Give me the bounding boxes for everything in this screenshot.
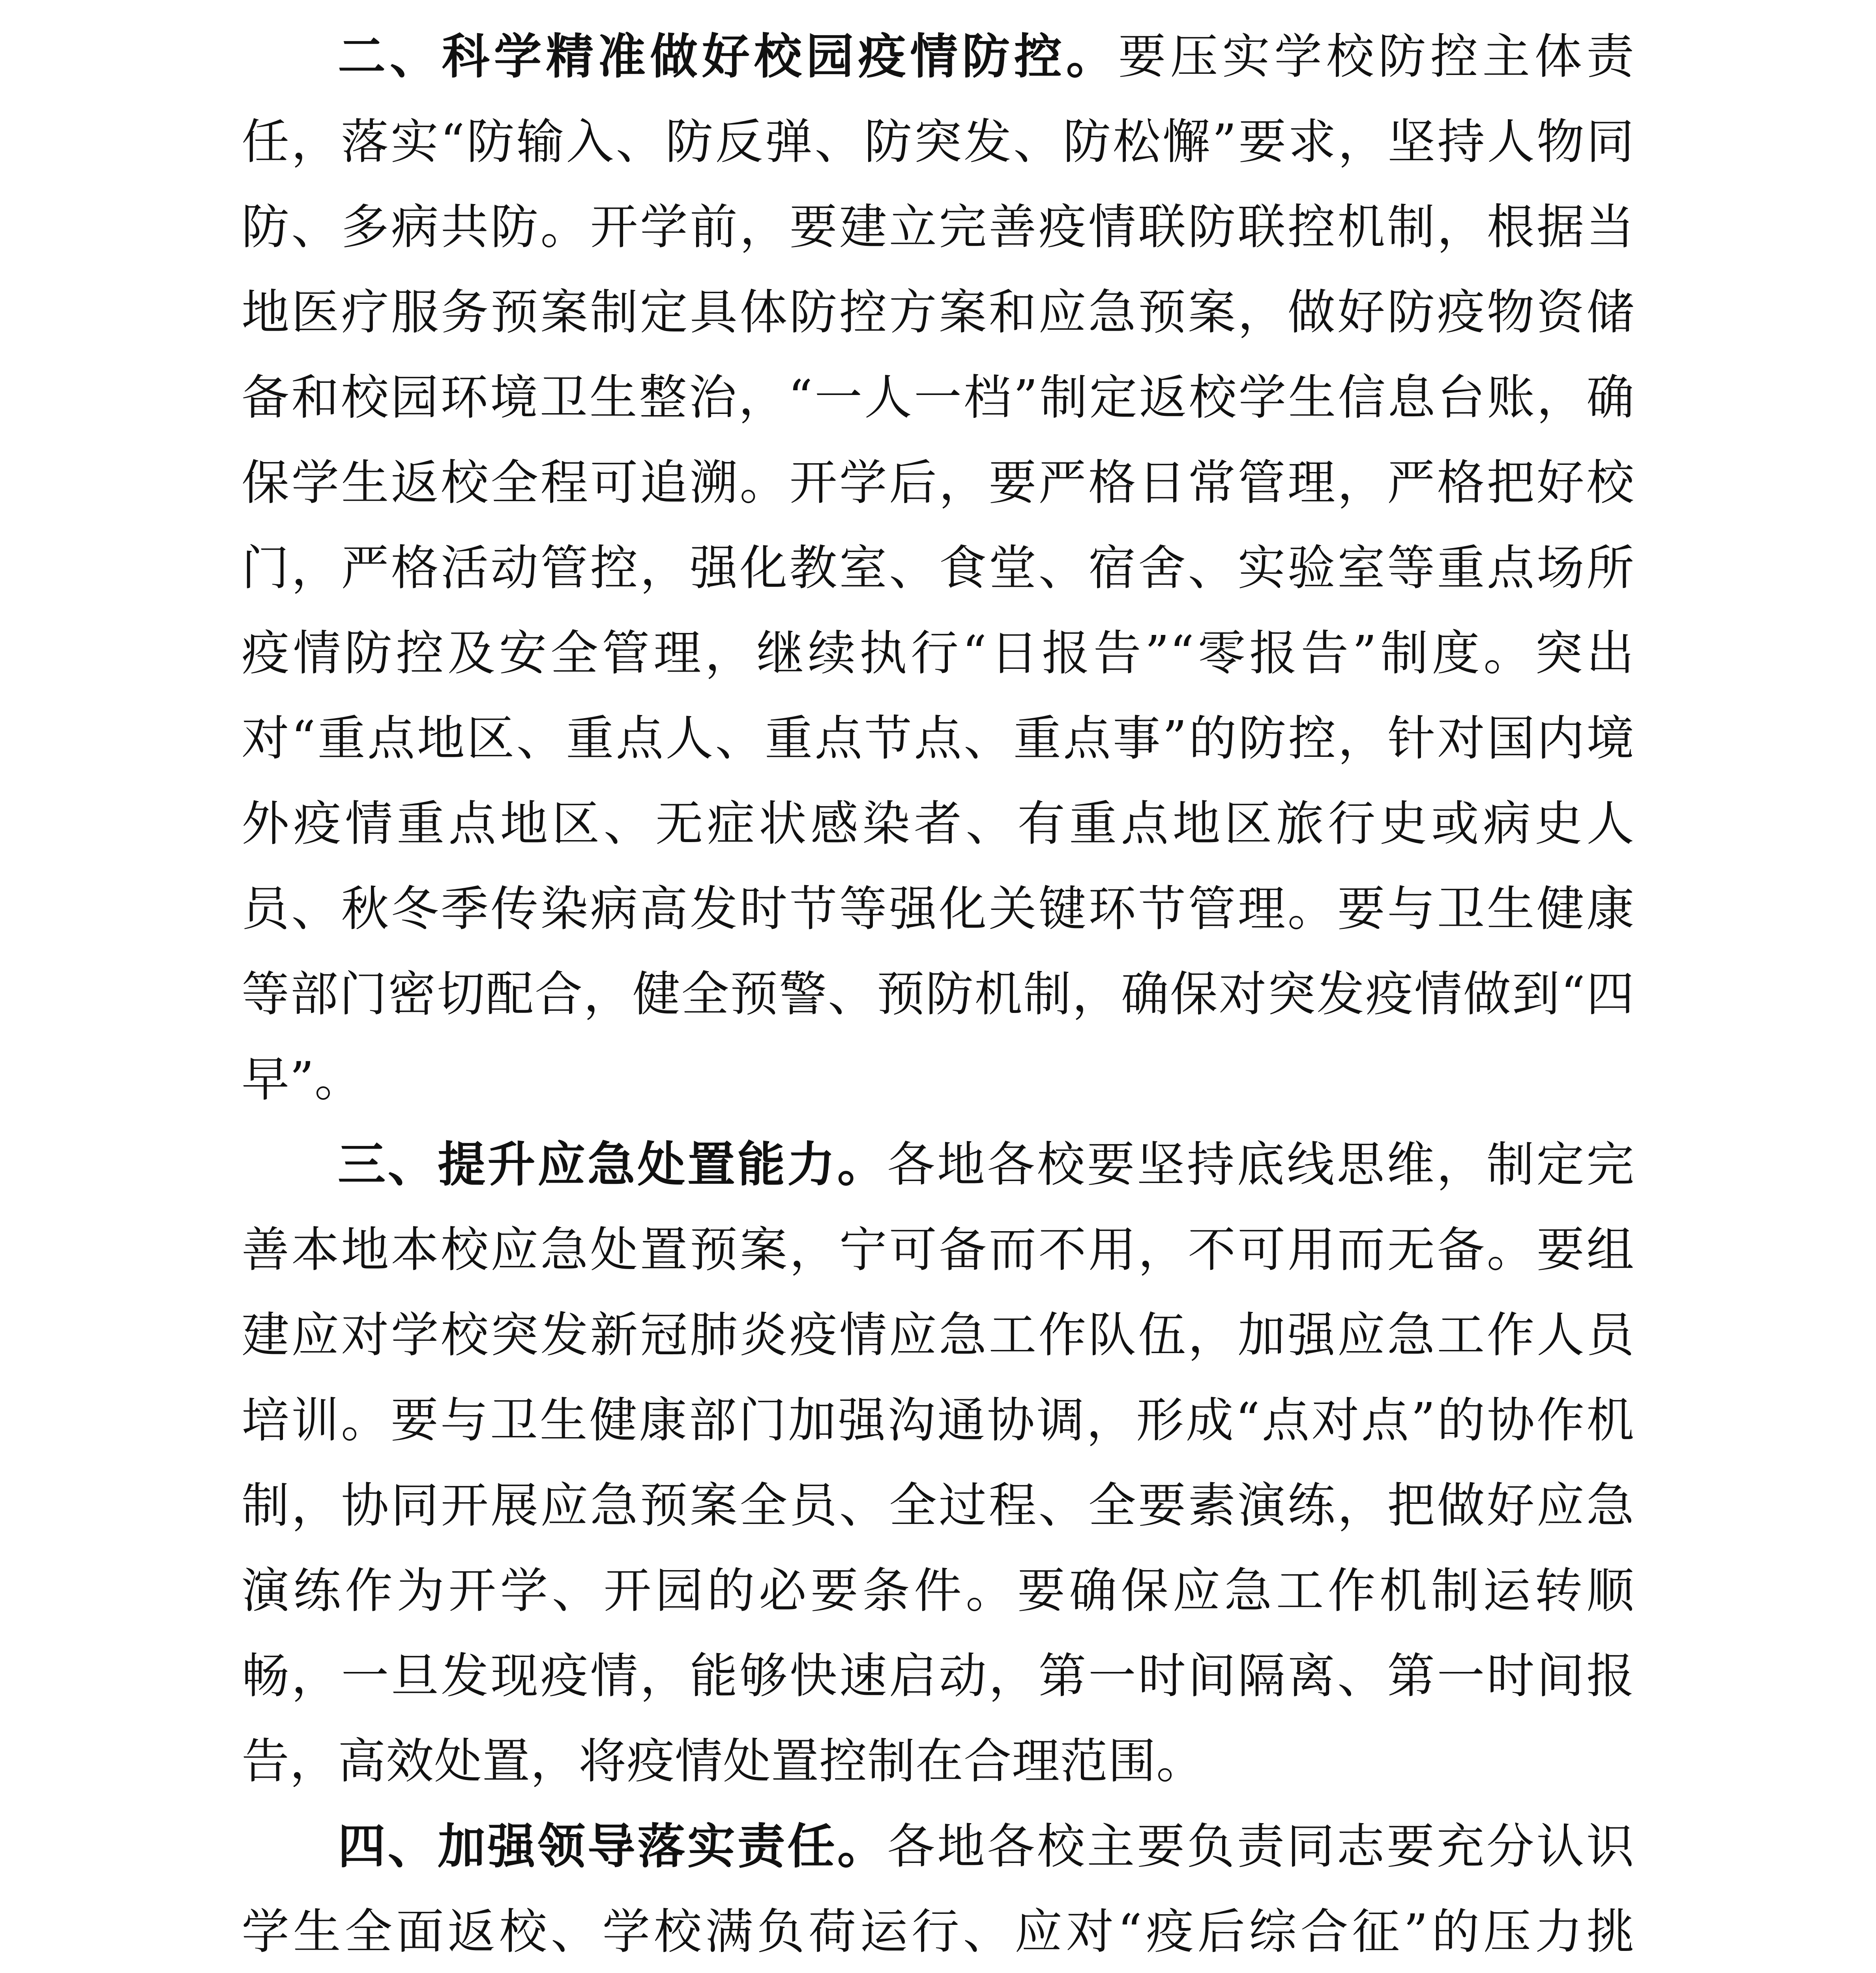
paragraph-body: 各地各校要坚持底线思维，制定完善本地本校应急处置预案，宁可备而不用，不可用而无备。要组建应对学校突发新冠肺炎疫情应急工作队伍，加强应急工作人员培训。要与卫生健康部门加强沟通协调，形成“点对点”的协作机制，协同开展应急预案全员、全过程、全要素演练，把做好应急演练作为开学、开园的必要条件。要确保应急工作机制运转顺畅，一旦发现疫情，能够快速启动，第一时间隔离、第一时间报告，高效处置，将疫情处置控制在合理范围。 [242,1137,1634,1789]
paragraph-body: 要压实学校防控主体责任，落实“防输入、防反弹、防突发、防松懈”要求，坚持人物同防、多病共防。开学前，要建立完善疫情联防联控机制，根据当地医疗服务预案制定具体防控方案和应急预案，做好防疫物资储备和校园环境卫生整治，“一人一档”制定返校学生信息台账，确保学生返校全程可追溯。开学后，要严格日常管理，严格把好校门，严格活动管控，强化教室、食堂、宿舍、实验室等重点场所疫情防控及安全管理，继续执行“日报告”“零报告”制度。突出对“重点地区、重点人、重点节点、重点事”的防控，针对国内境外疫情重点地区、无症状感染者、有重点地区旅行史或病史人员、秋冬季传染病高发时节等强化关键环节管理。要与卫生健康等部门密切配合，健全预警、预防机制，确保对突发疫情做到“四早”。 [242,29,1635,1107]
body-text [242,14,1634,1973]
section-heading: 三、提升应急处置能力。 [338,1137,887,1192]
paragraph-epidemic-control [242,14,1634,1122]
paragraph-body: 各地各校主要负责同志要充分认识学生全面返校、学校满负荷运行、应对“疫后综合征”的压力挑 [242,1819,1634,1960]
section-heading: 四、加强领导落实责任。 [338,1819,887,1874]
section-heading: 二、科学精准做好校园疫情防控。 [338,29,1118,84]
paragraph-leadership [242,1804,1634,1973]
paragraph-emergency-response [242,1122,1634,1804]
